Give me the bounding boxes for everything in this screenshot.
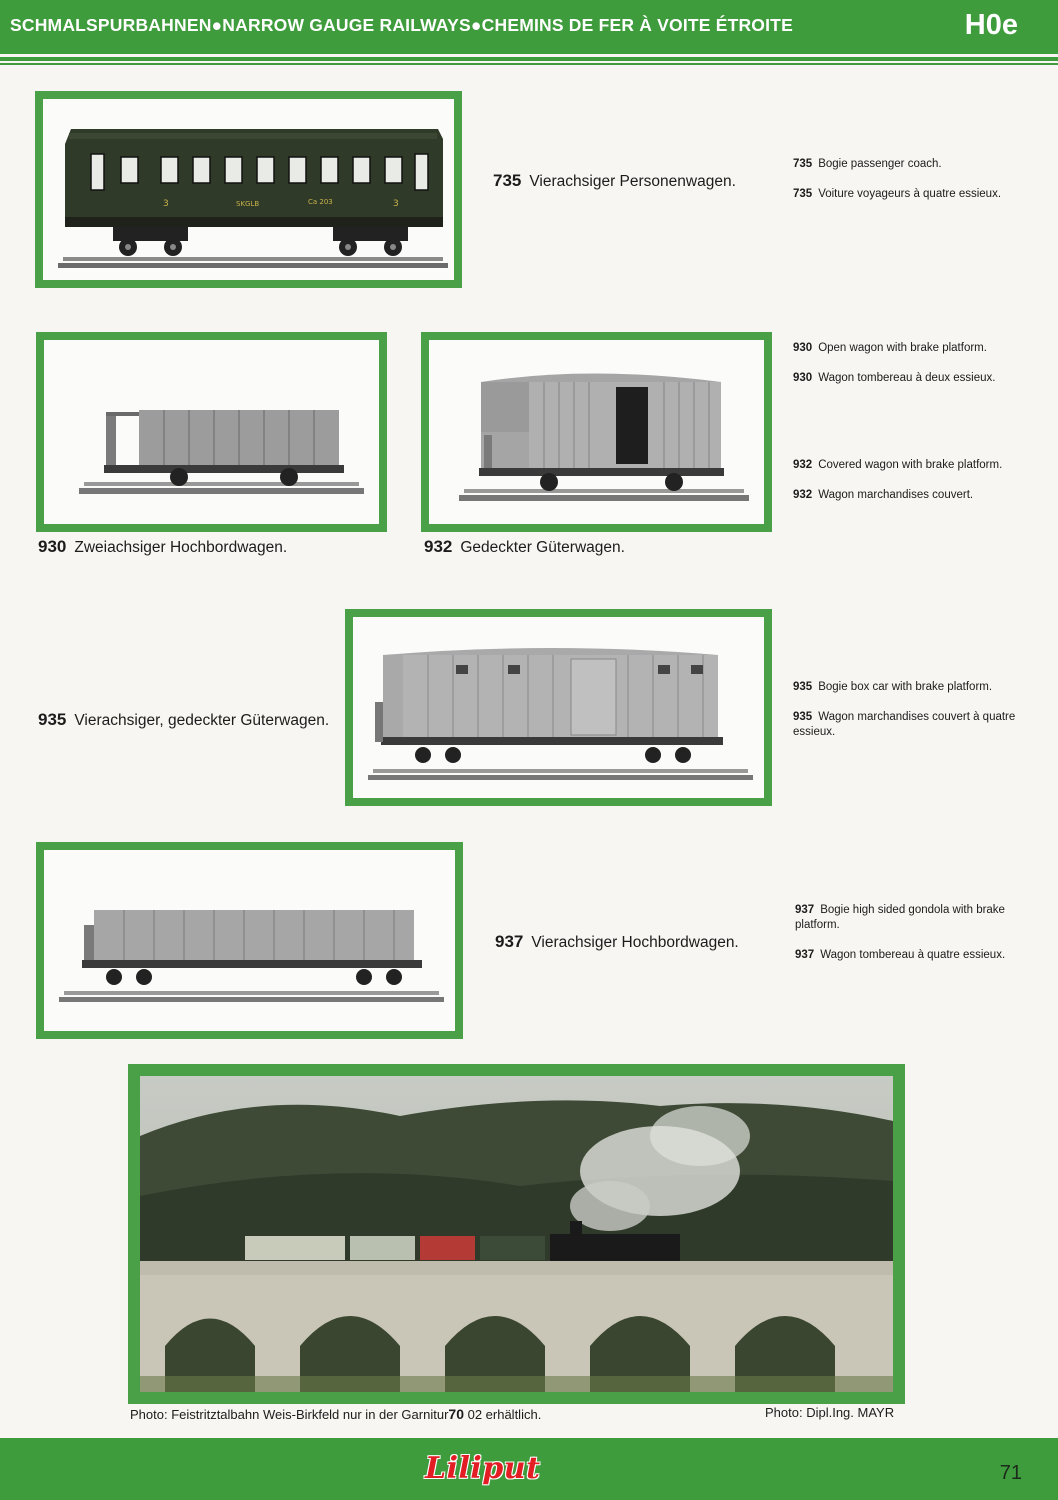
bogie-gondola-illustration — [44, 850, 455, 1031]
desc-fr: Wagon marchandises couvert. — [818, 489, 974, 501]
product-number: 935 — [38, 710, 67, 729]
desc-en: Bogie box car with brake platform. — [818, 681, 993, 693]
product-name-de: Vierachsiger, gedeckter Güterwagen. — [74, 712, 330, 729]
page-header — [0, 0, 1058, 54]
product-image-937 — [36, 842, 463, 1039]
photo-caption: Photo: Feistritztalbahn Weis-Birkfeld nur in der Garnitur70 02 erhältlich. — [130, 1406, 542, 1422]
product-desc-937: 937 Bogie high sided gondola with brake platform. 937 Wagon tombereau à quatre essieux. — [795, 904, 1006, 961]
product-label-735 — [493, 171, 736, 191]
product-name-de: Vierachsiger Hochbordwagen. — [531, 934, 739, 951]
header-rule — [0, 57, 1058, 61]
viaduct-train-photo — [140, 1076, 893, 1392]
desc-fr: Voiture voyageurs à quatre essieux. — [818, 188, 1002, 200]
header-rule-thin — [0, 63, 1058, 65]
desc-en: Open wagon with brake platform. — [818, 342, 987, 354]
product-label-935 — [38, 710, 329, 730]
coach-operator: SKGLB — [236, 200, 260, 208]
desc-en: Covered wagon with brake platform. — [818, 459, 1003, 471]
product-label-930 — [38, 537, 287, 557]
desc-en: Bogie high sided gondola with brake platform. — [795, 904, 1005, 931]
desc-fr: Wagon tombereau à quatre essieux. — [820, 949, 1006, 961]
product-name-de: Vierachsiger Personenwagen. — [529, 173, 736, 190]
page-number: 71 — [999, 1462, 1022, 1484]
product-desc-935: 935 Bogie box car with brake platform. 935 Wagon marchandises couvert à quatre essieux. — [793, 681, 1016, 738]
product-desc-930: 930 Open wagon with brake platform. 930 Wagon tombereau à deux essieux. — [793, 342, 996, 384]
photo-credit: Photo: Dipl.Ing. MAYR — [765, 1405, 895, 1420]
product-name-de: Gedeckter Güterwagen. — [460, 539, 625, 556]
viaduct-photo — [128, 1064, 905, 1404]
product-name-de: Zweiachsiger Hochbordwagen. — [74, 539, 288, 556]
product-number: 735 — [493, 171, 522, 190]
bogie-box-car-illustration — [353, 617, 764, 798]
product-label-937 — [495, 932, 739, 952]
product-desc-932: 932 Covered wagon with brake platform. 932 Wagon marchandises couvert. — [793, 459, 1003, 501]
covered-wagon-illustration — [429, 340, 764, 524]
desc-fr: Wagon tombereau à deux essieux. — [818, 372, 996, 384]
scale-badge: H0e — [964, 9, 1018, 41]
product-number: 937 — [495, 932, 524, 951]
desc-fr: Wagon marchandises couvert à quatre essieux. — [793, 711, 1016, 738]
open-wagon-illustration — [44, 340, 379, 524]
product-image-935 — [345, 609, 772, 806]
product-image-932 — [421, 332, 772, 532]
product-image-930 — [36, 332, 387, 532]
coach-class-right: 3 — [393, 199, 399, 209]
product-image-735 — [35, 91, 462, 288]
product-desc-735: 735 Bogie passenger coach. 735 Voiture voyageurs à quatre essieux. — [793, 158, 1002, 200]
passenger-coach-illustration — [43, 99, 454, 280]
product-label-932 — [424, 537, 625, 557]
product-number: 932 — [424, 537, 453, 556]
desc-en: Bogie passenger coach. — [818, 158, 942, 170]
coach-class-left: 3 — [163, 199, 169, 209]
set-number: 70 — [448, 1406, 464, 1422]
liliput-logo: Liliput — [425, 1451, 541, 1486]
product-number: 930 — [38, 537, 67, 556]
section-title: SCHMALSPURBAHNEN●NARROW GAUGE RAILWAYS●CHEMINS DE FER À VOITE ÉTROITE — [10, 15, 793, 35]
coach-code: Ca 203 — [308, 198, 333, 206]
